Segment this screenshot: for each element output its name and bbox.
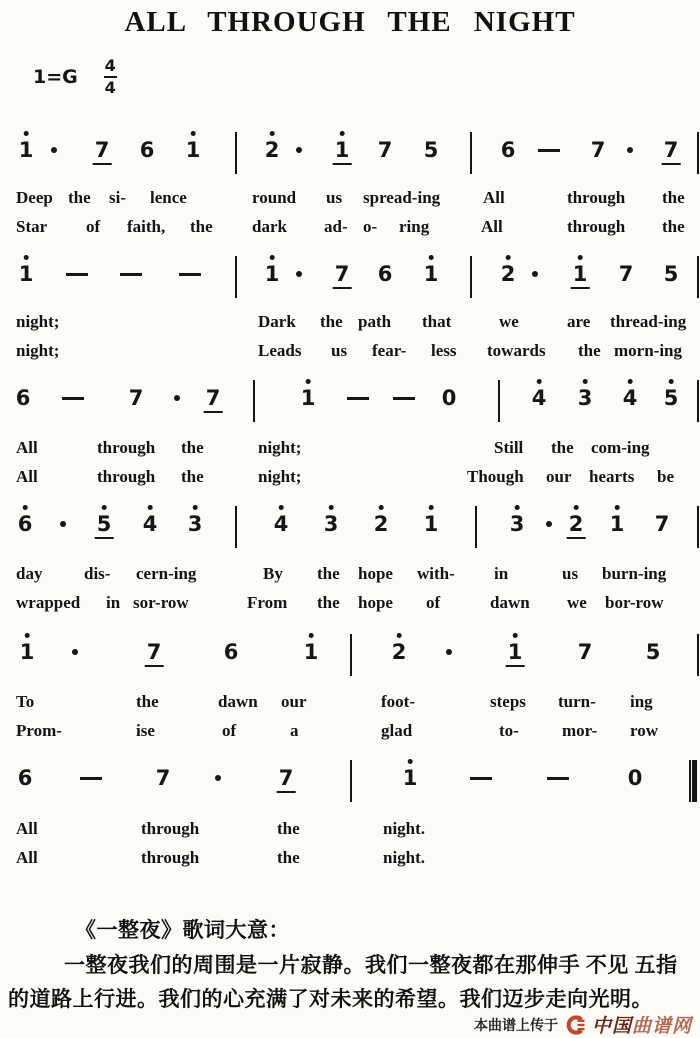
note-digit: 6 [17, 766, 33, 790]
lyric-word-v1: All [16, 438, 38, 457]
lyric-word-v2: All [16, 467, 38, 486]
note-digit: 7 [577, 640, 593, 664]
note-digit: 4 [142, 512, 158, 536]
note-7 [154, 766, 173, 791]
lyric-word-v2: a [290, 721, 299, 740]
final-barline [689, 760, 697, 802]
note-digit: 5 [95, 512, 114, 539]
lyric-word-v1: Still [494, 438, 524, 457]
site-name-primary: 中国 [591, 1016, 632, 1037]
note-digit: 3 [577, 386, 593, 410]
lyric-word-v2: sor-row [133, 593, 189, 612]
lyric-word-v1: path [358, 312, 392, 331]
lyric-word-v1: we [499, 312, 519, 331]
note-digit: 5 [645, 640, 661, 664]
note-digit: 0 [627, 766, 643, 790]
note-digit: 7 [145, 640, 164, 667]
lyric-word-v2: through [141, 848, 200, 867]
note-digit: 1 [506, 640, 525, 667]
note-digit: 6 [15, 386, 31, 410]
lyric-word-v2: through [567, 217, 626, 236]
note-digit: 2 [500, 262, 516, 286]
lyric-word-v1: night; [16, 312, 60, 331]
lyric-word-v2: be [657, 467, 674, 486]
note-digit: 6 [500, 138, 516, 162]
lyric-word-v2: the [662, 217, 685, 236]
note-digit: 1 [300, 386, 316, 410]
note-digit: 1 [333, 138, 352, 165]
lyric-word-v1: the [320, 312, 343, 331]
lyric-word-v1: Dark [258, 312, 296, 331]
lyric-word-v2: we [567, 593, 587, 612]
note-digit: 1 [18, 262, 34, 286]
note-digit: 7 [590, 138, 606, 162]
lyric-word-v2: dark [252, 217, 287, 236]
note-digit: 0 [441, 386, 457, 410]
note-digit: 1 [264, 262, 280, 286]
note-digit: 7 [155, 766, 171, 790]
lyric-word-v2: of [86, 217, 101, 236]
lyric-word-v2: Prom- [16, 721, 62, 740]
lyric-word-v2: in [106, 593, 121, 612]
note-digit: 6 [139, 138, 155, 162]
lyric-word-v1: our [281, 692, 307, 711]
note-digit: 5 [663, 386, 679, 410]
lyric-word-v1: spread-ing [363, 188, 441, 207]
duration-dash [80, 777, 102, 780]
lyric-word-v1: with- [417, 564, 455, 583]
annotation-line-2: 的道路上行进。我们的心充满了对未来的希望。我们迈步走向光明。 [8, 987, 653, 1011]
lyric-word-v2: dawn [490, 593, 530, 612]
lyric-word-v1: All [483, 188, 505, 207]
lyric-word-v1: in [494, 564, 509, 583]
note-digit: 6 [223, 640, 239, 664]
lyric-word-v2: the [190, 217, 213, 236]
note-digit: 7 [662, 138, 681, 165]
note-digit: 1 [571, 262, 590, 289]
note-digit: 7 [654, 512, 670, 536]
lyric-word-v2: ise [136, 721, 155, 740]
site-name-secondary: 曲谱网 [631, 1016, 692, 1037]
duration-dash [470, 777, 492, 780]
lyric-word-v1: dawn [218, 692, 258, 711]
lyric-word-v1: com-ing [591, 438, 650, 457]
lyric-word-v2: towards [487, 341, 546, 360]
note-digit: 1 [18, 138, 34, 162]
lyric-word-v2: the [578, 341, 601, 360]
watermark [474, 1011, 692, 1038]
lyric-word-v2: row [630, 721, 659, 740]
lyric-word-v1: night; [258, 438, 302, 457]
note-digit: 2 [391, 640, 407, 664]
lyric-word-v1: through [141, 819, 200, 838]
lyric-word-v2: o- [363, 217, 378, 236]
lyric-word-v1: through [97, 438, 156, 457]
annotation-heading: 《一整夜》歌词大意： [75, 918, 290, 942]
lyric-word-v1: turn- [558, 692, 596, 711]
lyric-word-v2: wrapped [16, 593, 81, 612]
note-digit: 1 [19, 640, 35, 664]
lyric-word-v1: round [252, 188, 297, 207]
lyric-word-v2: All [481, 217, 503, 236]
note-digit: 3 [187, 512, 203, 536]
lyric-word-v1: cern-ing [136, 564, 197, 583]
lyric-word-v2: ad- [324, 217, 348, 236]
note-digit: 7 [277, 766, 296, 793]
lyric-word-v2: Star [16, 217, 48, 236]
note-digit: 5 [423, 138, 439, 162]
note-digit: 6 [377, 262, 393, 286]
note-digit: 1 [423, 262, 439, 286]
lyric-word-v1: the [551, 438, 574, 457]
note-digit: 1 [402, 766, 418, 790]
note-digit: 4 [273, 512, 289, 536]
lyric-word-v1: day [16, 564, 43, 583]
lyric-word-v2: of [426, 593, 441, 612]
note-digit: 2 [373, 512, 389, 536]
lyric-word-v2: to- [499, 721, 519, 740]
lyric-word-v1: Deep [16, 188, 53, 207]
lyric-word-v2: From [247, 593, 288, 612]
note-digit: 7 [93, 138, 112, 165]
duration-dot [215, 775, 221, 781]
lyric-word-v1: that [422, 312, 452, 331]
lyric-word-v2: All [16, 848, 38, 867]
note-digit: 7 [377, 138, 393, 162]
note-digit: 4 [531, 386, 547, 410]
time-signature-beats: 4 [104, 56, 116, 75]
lyric-word-v1: night. [383, 819, 426, 838]
lyric-word-v2: bor-row [605, 593, 664, 612]
note-1-high [401, 766, 420, 791]
lyric-word-v1: lence [150, 188, 187, 207]
lyric-word-v2: the [181, 467, 204, 486]
watermark-site-name [592, 1011, 692, 1038]
lyric-word-v1: thread-ing [610, 312, 687, 331]
watermark-prefix: 本曲谱上传于 [473, 1017, 558, 1034]
lyric-word-v1: the [68, 188, 91, 207]
lyric-word-v2: glad [381, 721, 413, 740]
note-digit: 1 [185, 138, 201, 162]
lyric-word-v2: night; [16, 341, 60, 360]
note-digit: 3 [323, 512, 339, 536]
lyric-word-v2: mor- [562, 721, 598, 740]
note-digit: 7 [204, 386, 223, 413]
lyric-word-v1: hope [358, 564, 393, 583]
note-digit: 7 [333, 262, 352, 289]
lyric-word-v1: All [16, 819, 38, 838]
key-label: 1=G [33, 66, 78, 88]
lyric-word-v1: To [16, 692, 35, 711]
lyric-word-v2: hearts [589, 467, 635, 486]
lyric-word-v2: Though [467, 467, 524, 486]
lyric-word-v1: dis- [84, 564, 111, 583]
lyric-word-v1: By [263, 564, 283, 583]
lyric-word-v1: the [181, 438, 204, 457]
lyric-word-v1: through [567, 188, 626, 207]
lyric-word-v1: are [567, 312, 591, 331]
lyric-word-v2: the [317, 593, 340, 612]
site-logo-icon [565, 1015, 585, 1035]
note-digit: 6 [17, 512, 33, 536]
lyric-word-v2: our [546, 467, 572, 486]
lyric-word-v2: faith, [127, 217, 166, 236]
lyric-word-v2: ring [399, 217, 430, 236]
song-title: ALL THROUGH THE NIGHT [124, 6, 576, 38]
lyric-word-v1: steps [490, 692, 526, 711]
lyric-word-v2: us [331, 341, 348, 360]
note-digit: 5 [663, 262, 679, 286]
note-digit: 1 [609, 512, 625, 536]
lyric-word-v1: foot- [381, 692, 415, 711]
note-digit: 7 [128, 386, 144, 410]
note-digit: 7 [618, 262, 634, 286]
lyric-word-v2: night. [383, 848, 426, 867]
note-digit: 1 [423, 512, 439, 536]
octave-dot [408, 759, 413, 764]
note-digit: 2 [567, 512, 586, 539]
lyric-word-v2: through [97, 467, 156, 486]
note-digit: 3 [509, 512, 525, 536]
time-signature-unit: 4 [104, 78, 116, 97]
lyric-word-v1: si- [109, 188, 126, 207]
lyric-word-v2: fear- [372, 341, 407, 360]
lyric-word-v2: Leads [258, 341, 302, 360]
lyric-word-v2: hope [358, 593, 393, 612]
lyric-word-v1: the [662, 188, 685, 207]
annotation-line-1: 一整夜我们的周围是一片寂静。我们一整夜都在那伸手 不见 五指 [64, 953, 678, 977]
note-6 [16, 766, 35, 791]
lyric-word-v2: the [277, 848, 300, 867]
barline [350, 760, 352, 802]
lyric-word-v1: us [326, 188, 343, 207]
lyric-word-v1: burn-ing [602, 564, 667, 583]
rest [626, 766, 645, 791]
note-digit: 4 [622, 386, 638, 410]
lyric-word-v2: less [431, 341, 457, 360]
note-digit: 2 [264, 138, 280, 162]
lyric-word-v1: ing [630, 692, 653, 711]
lyric-word-v1: the [317, 564, 340, 583]
duration-dash [547, 777, 569, 780]
lyric-word-v2: of [222, 721, 237, 740]
lyric-word-v2: night; [258, 467, 302, 486]
lyric-word-v1: the [136, 692, 159, 711]
lyric-word-v2: morn-ing [614, 341, 682, 360]
note-7 [277, 766, 296, 793]
note-digit: 1 [303, 640, 319, 664]
lyric-word-v1: us [562, 564, 579, 583]
lyric-word-v1: the [277, 819, 300, 838]
